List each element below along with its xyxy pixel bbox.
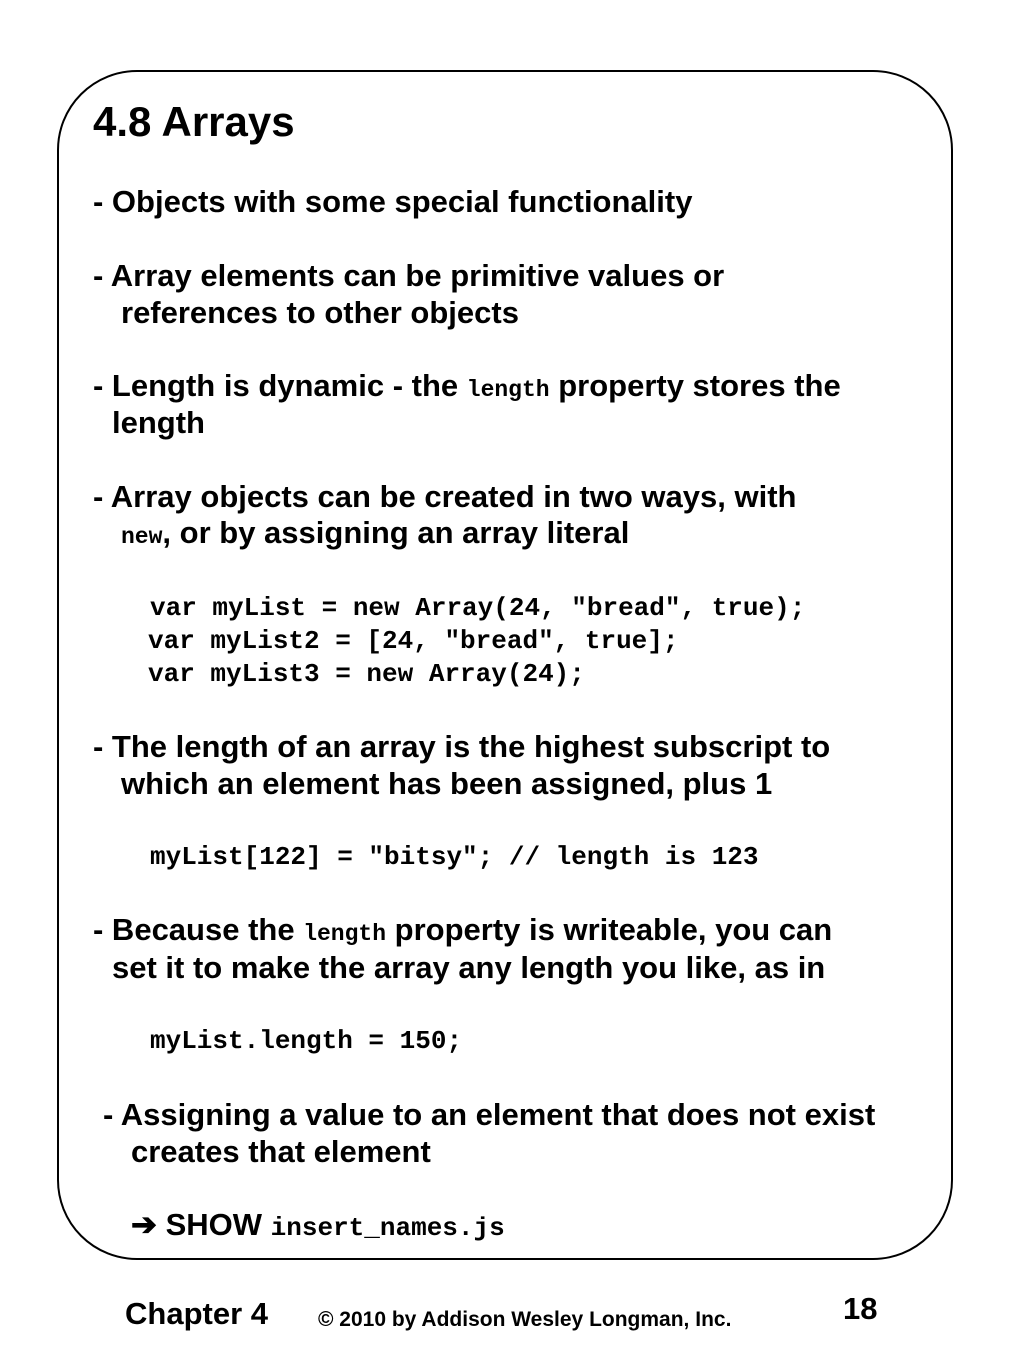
show-label: SHOW (165, 1207, 263, 1242)
code-line-4: myList[122] = "bitsy"; // length is 123 (150, 842, 759, 872)
footer-chapter: Chapter 4 (125, 1296, 268, 1331)
bullet-writeable-line2: set it to make the array any length you like, as in (112, 950, 826, 985)
slide-title: 4.8 Arrays (93, 98, 295, 145)
arrow-right-icon: ➔ (131, 1207, 157, 1242)
bullet-create-line2 (121, 514, 629, 556)
code-line-5: myList.length = 150; (150, 1026, 463, 1056)
bullet-assign-line1: - Assigning a value to an element that does not exist (103, 1097, 876, 1132)
show-filename: insert_names.js (270, 1213, 505, 1243)
show-line (131, 1206, 505, 1247)
bullet-elements-line2: references to other objects (121, 295, 519, 330)
bullet-length-pre: - Length is dynamic - the (93, 368, 467, 403)
bullet-create-line1: - Array objects can be created in two ways, with (93, 479, 797, 514)
bullet-length-line1 (93, 367, 841, 409)
bullet-writeable-post: property is writeable, you can (386, 912, 833, 947)
bullet-length-post: property stores the (549, 368, 841, 403)
bullet-create-post: , or by assigning an array literal (162, 515, 630, 550)
bullet-objects: - Objects with some special functionality (93, 184, 693, 219)
bullet-writeable-pre: - Because the (93, 912, 304, 947)
footer-copyright: © 2010 by Addison Wesley Longman, Inc. (318, 1308, 732, 1331)
bullet-elements-line1: - Array elements can be primitive values or (93, 258, 725, 293)
page-number: 18 (843, 1291, 878, 1326)
bullet-writeable-line1 (93, 911, 832, 953)
bullet-subscript-line2: which an element has been assigned, plus 1 (121, 766, 773, 801)
bullet-assign-line2: creates that element (131, 1134, 431, 1169)
length-keyword: length (466, 377, 550, 403)
code-line-2: var myList2 = [24, "bread", true]; (148, 626, 679, 656)
bullet-subscript-line1: - The length of an array is the highest subscript to (93, 729, 831, 764)
bullet-length-line2: length (112, 405, 205, 440)
length-keyword-2: length (303, 921, 387, 947)
code-line-1: var myList = new Array(24, "bread", true); (150, 593, 806, 623)
new-keyword: new (121, 524, 163, 550)
code-line-3: var myList3 = new Array(24); (148, 659, 585, 689)
